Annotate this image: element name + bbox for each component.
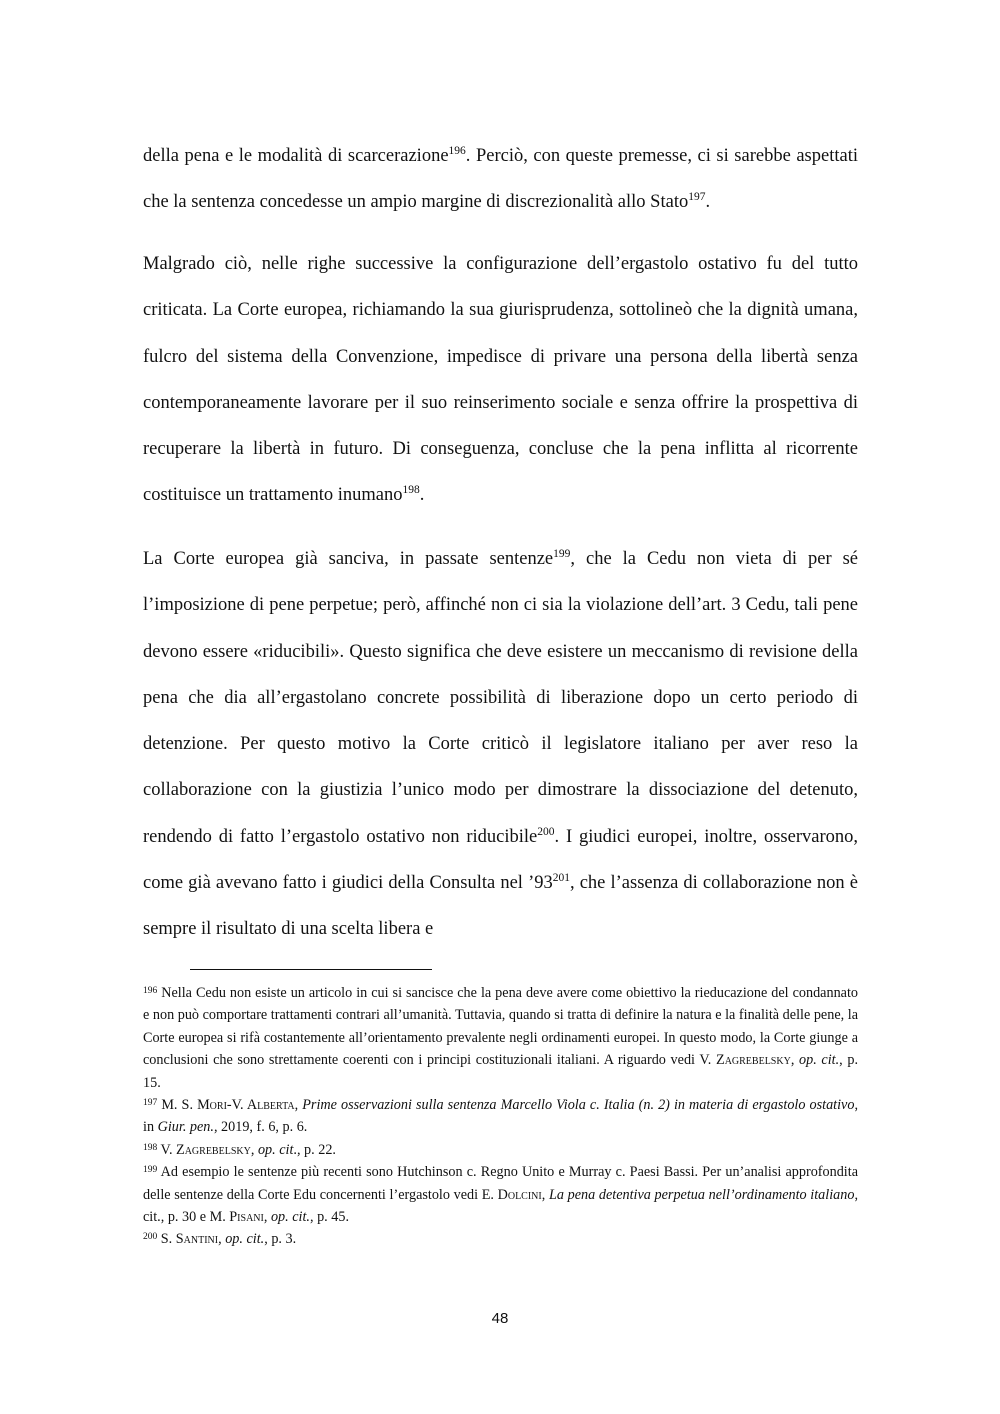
- footnote-author: Pisani: [229, 1209, 264, 1226]
- footnote-author: M. S. Mori: [157, 1097, 227, 1114]
- footnote-number: 196: [143, 986, 158, 996]
- footnote-text: , p. 45.: [309, 1209, 349, 1226]
- footnote-author: S. Santini: [157, 1231, 219, 1248]
- paragraph-text: . Perciò, con queste premesse, ci si sarebbe aspettati che la sentenza concedesse un ampio margine di discrezionalità allo Stato: [143, 146, 858, 213]
- footnote-citation: op. cit.: [225, 1231, 265, 1248]
- footnote-text: , p. 15.: [143, 1052, 859, 1091]
- footnote-citation: op. cit.: [799, 1052, 840, 1069]
- footnote-title: Prime osservazioni sulla sentenza Marcello Viola c. Italia (n. 2) in materia di ergastolo ostativo: [302, 1097, 855, 1114]
- footnote-number: 200: [143, 1232, 158, 1243]
- footnote-number: 198: [143, 1142, 158, 1153]
- footnote-citation: op. cit: [257, 1141, 294, 1158]
- body-paragraph-2: [143, 241, 858, 519]
- footnote-number: 197: [143, 1098, 158, 1109]
- footnote-200: [143, 1228, 858, 1250]
- footnote-text: , 2019, f. 6, p. 6.: [213, 1119, 308, 1136]
- paragraph-text: , che l’assenza di collaborazione non è sempre il risultato di una scelta libera e: [143, 873, 858, 940]
- paragraph-text: Malgrado ciò, nelle righe successive la configurazione dell’ergastolo ostativo fu del tutto criticata. La Corte europea, richiamando la sua giurisprudenza, sottolineò che la dignità umana, fulcro del sistema della Convenzione, impedisce di privare una persona della libertà senza contemporaneamente lavorare per il suo reinserimento sociale e senza offrire la prospettiva di recuperare la libertà in futuro. Di conseguenza, concluse che la pena inflitta al ricorrente costituisce un trattamento inumano: [143, 254, 858, 506]
- footnote-text: , cit., p. 30 e M.: [143, 1186, 858, 1226]
- footnote-text: , in: [143, 1097, 858, 1136]
- footnote-196: [143, 982, 858, 1094]
- footnote-ref-199[interactable]: 199: [553, 548, 571, 560]
- page-number: 48: [491, 1310, 509, 1327]
- footnote-ref-200[interactable]: 200: [537, 825, 555, 838]
- footnote-separator: [190, 969, 432, 970]
- footnote-ref-198[interactable]: 198: [402, 484, 420, 497]
- paragraph-text: . I giudici europei, inoltre, osservarono, come già avevano fatto i giudici della Consulta nel ’93: [143, 826, 858, 894]
- paragraph-text: La Corte europea già sanciva, in passate sentenze: [143, 549, 554, 569]
- footnote-author: V. Alberta: [231, 1097, 295, 1114]
- footnote-author: Dolcini: [497, 1186, 542, 1203]
- body-paragraph-3: [143, 536, 858, 953]
- footnote-ref-197[interactable]: 197: [688, 191, 706, 204]
- footnote-text: , p. 3.: [264, 1231, 297, 1248]
- footnote-author: Zagrebelsky: [716, 1052, 791, 1069]
- footnote-199: [143, 1161, 858, 1228]
- paragraph-text: , che la Cedu non vieta di per sé l’imposizione di pene perpetue; però, affinché non ci sia la violazione dell’art. 3 Cedu, tali pene devono essere «riducibili». Questo significa che deve esistere un meccanismo di revisione della pena che dia all’ergastolano concrete possibilità di liberazione dopo un certo periodo di detenzione. Per questo motivo la Corte criticò il legislatore italiano per aver reso la collaborazione con la giustizia l’unico modo per dimostrare la dissociazione del detenuto, rendendo di fatto l’ergastolo ostativo non riducibile: [143, 549, 858, 847]
- footnote-number: 199: [143, 1165, 158, 1176]
- footnote-author: V. Zagrebelsky: [157, 1141, 251, 1158]
- footnote-198: [143, 1139, 858, 1161]
- paragraph-text: .: [705, 192, 711, 213]
- body-paragraph-1: [143, 133, 858, 226]
- footnote-text: ,: [263, 1209, 271, 1226]
- footnote-text: ,: [790, 1052, 800, 1069]
- footnote-text: ,: [250, 1141, 258, 1158]
- paragraph-text: della pena e le modalità di scarcerazione: [143, 146, 449, 166]
- footnote-text: -: [226, 1097, 232, 1114]
- footnote-journal: Giur. pen.: [157, 1119, 214, 1136]
- footnote-text: Ad esempio le sentenze più recenti sono Hutchinson c. Regno Unito e Murray c. Paesi Bassi. Per un’analisi approfondita delle sentenze della Corte Edu concernenti l’ergastolo vedi E.: [143, 1164, 858, 1203]
- footnote-text: ., p. 22.: [293, 1141, 336, 1158]
- footnote-ref-196[interactable]: 196: [448, 145, 466, 157]
- footnote-text: ,: [218, 1231, 226, 1248]
- footnote-ref-201[interactable]: 201: [552, 872, 570, 885]
- footnote-text: ,: [294, 1097, 303, 1114]
- footnote-197: [143, 1094, 858, 1139]
- footnote-text: ,: [541, 1186, 549, 1203]
- footnote-title: La pena detentiva perpetua nell’ordinamento italiano: [548, 1186, 855, 1203]
- paragraph-text: .: [419, 485, 425, 506]
- footnote-text: Nella Cedu non esiste un articolo in cui si sancisce che la pena deve avere come obiettivo la rieducazione del condannato e non può comportare trattamenti contrari all’umanità. Tuttavia, quando si tratta di definire la natura e la finalità delle pene, la Corte europea si rifà costantemente all’orientamento prevalente negli ordinamenti europei. In questo modo, la Corte giunge a conclusioni che sono strettamente coerenti con i principi costituzionali italiani. A riguardo vedi V.: [143, 985, 858, 1069]
- footnote-citation: op. cit.: [270, 1209, 310, 1226]
- footnotes: [143, 982, 858, 1251]
